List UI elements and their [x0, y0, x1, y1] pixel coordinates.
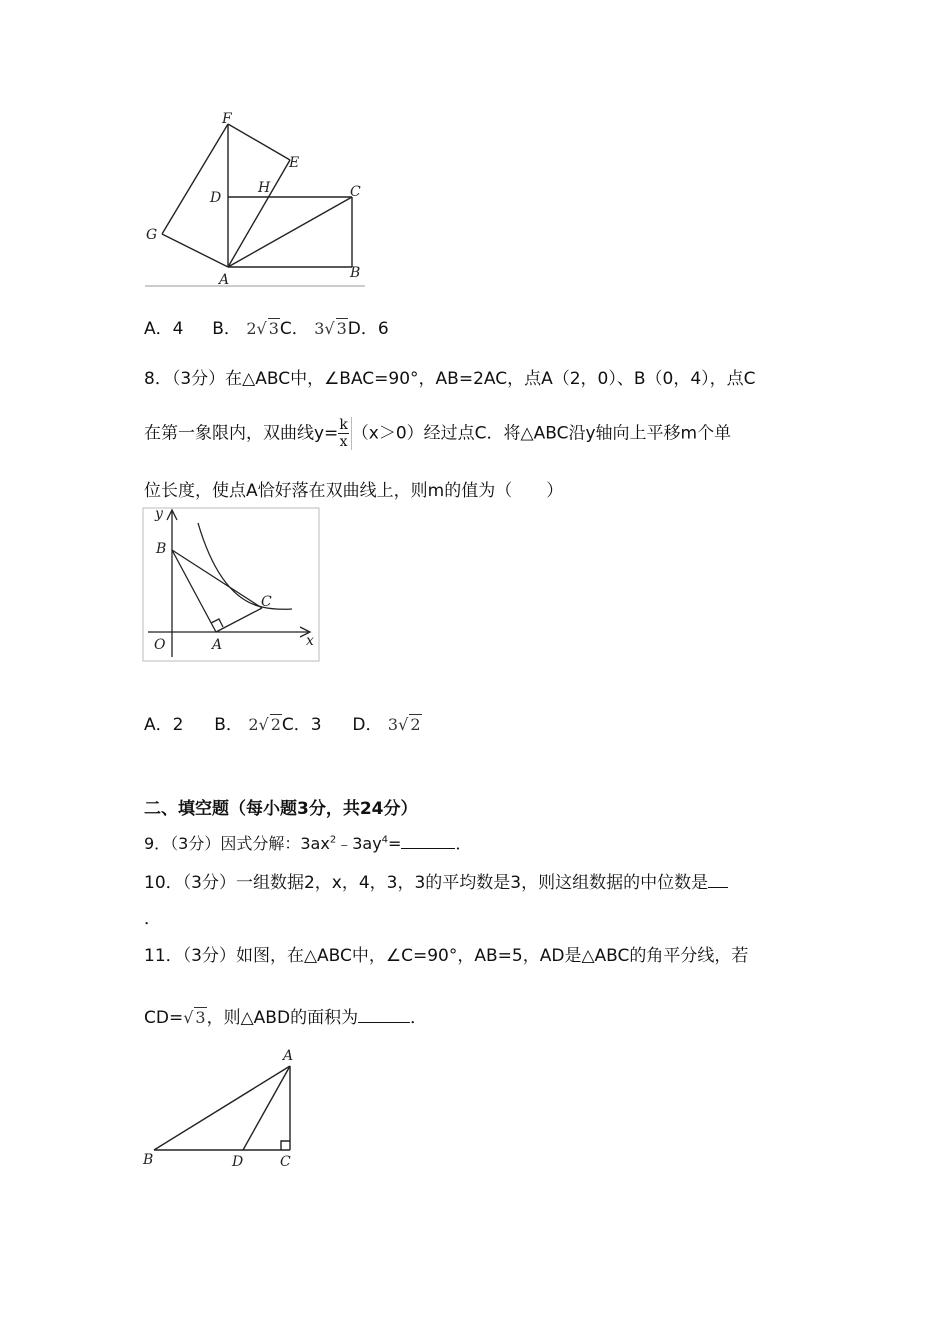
label-y: y — [155, 506, 163, 522]
q7-figure — [140, 110, 380, 295]
q8-line2: 在第一象限内，双曲线y= $\frac{k}{x}$ （x＞0）经过点C．将△ABC沿y轴向上平移m个单 — [144, 417, 732, 450]
label-d: D — [232, 1154, 244, 1170]
label-x: x — [306, 633, 314, 649]
q8-option-c: C．3 — [281, 715, 322, 735]
label-o: O — [154, 637, 166, 653]
q8-option-d-value: 3√ 2 — [387, 715, 421, 734]
q10-line1: 10．（3分）一组数据2，x，4，3，3的平均数是3，则这组数据的中位数是 — [144, 868, 728, 893]
segment-ga — [162, 234, 228, 267]
label-a: A — [212, 637, 223, 653]
q7-options — [144, 314, 389, 339]
label-h: H — [258, 180, 271, 196]
segment-ac — [216, 608, 262, 632]
segment-ah-e — [228, 160, 290, 267]
q8-line3: 位长度，使点A恰好落在双曲线上，则m的值为（ ） — [144, 481, 564, 501]
q7-option-a: A．4 — [144, 319, 184, 339]
label-g: G — [146, 227, 158, 243]
q7-option-b-label: B． — [212, 319, 241, 339]
label-a: A — [283, 1048, 294, 1064]
q7-option-d: D．6 — [347, 319, 389, 339]
right-angle-mark — [281, 1141, 290, 1150]
label-b: B — [143, 1152, 154, 1168]
label-b: B — [350, 265, 361, 281]
q8-option-a: A．2 — [144, 715, 184, 735]
q7-option-c-value: 3√ 3 — [314, 319, 347, 338]
q8-line1: 8．（3分）在△ABC中，∠BAC=90°，AB=2AC，点A（2，0）、B（0，4），点C — [144, 369, 756, 389]
label-b: B — [156, 541, 167, 557]
label-c: C — [350, 184, 361, 200]
q10-answer-blank[interactable] — [708, 873, 728, 888]
label-c: C — [280, 1154, 291, 1170]
q9-line: 9．（3分）因式分解：$3ax^2﹣3ay^4=$ ． — [144, 834, 472, 853]
q7-option-c-label: C． — [279, 319, 309, 339]
q11-answer-blank[interactable] — [358, 1008, 410, 1023]
figure-frame — [143, 508, 319, 661]
q8-option-b-label: B． — [214, 715, 243, 735]
segment-ad — [243, 1066, 290, 1150]
q9-answer-blank[interactable] — [401, 834, 455, 849]
segment-fe — [228, 124, 290, 160]
segment-bc — [172, 550, 262, 608]
label-f: F — [222, 111, 232, 127]
label-a: A — [219, 272, 230, 288]
label-d: D — [210, 190, 222, 206]
q11-line2: CD=√ 3，则△ABD的面积为 ． — [144, 1008, 428, 1028]
segment-ac — [228, 197, 352, 267]
q7-option-b-value: 2√ 3 — [246, 319, 279, 338]
q8-fraction: $\frac{k}{x}$ — [338, 417, 351, 450]
segment-ba — [172, 550, 216, 632]
q10-line2: ． — [144, 909, 161, 929]
label-e: E — [289, 155, 300, 171]
q8-figure — [140, 503, 325, 665]
label-c: C — [261, 594, 272, 610]
q11-line1: 11．（3分）如图，在△ABC中，∠C=90°，AB=5，AD是△ABC的角平分线，若 — [144, 946, 749, 966]
q8-option-d-label: D． — [352, 715, 383, 735]
segment-ba — [154, 1066, 290, 1150]
section2-title: 二、填空题（每小题3分，共24分） — [144, 799, 418, 819]
segment-fg — [162, 124, 228, 234]
q11-sqrt-value: √ 3 — [183, 1008, 206, 1027]
q8-option-b-value: 2√ 2 — [248, 715, 281, 734]
q11-figure — [140, 1042, 315, 1172]
q8-options — [144, 710, 422, 735]
